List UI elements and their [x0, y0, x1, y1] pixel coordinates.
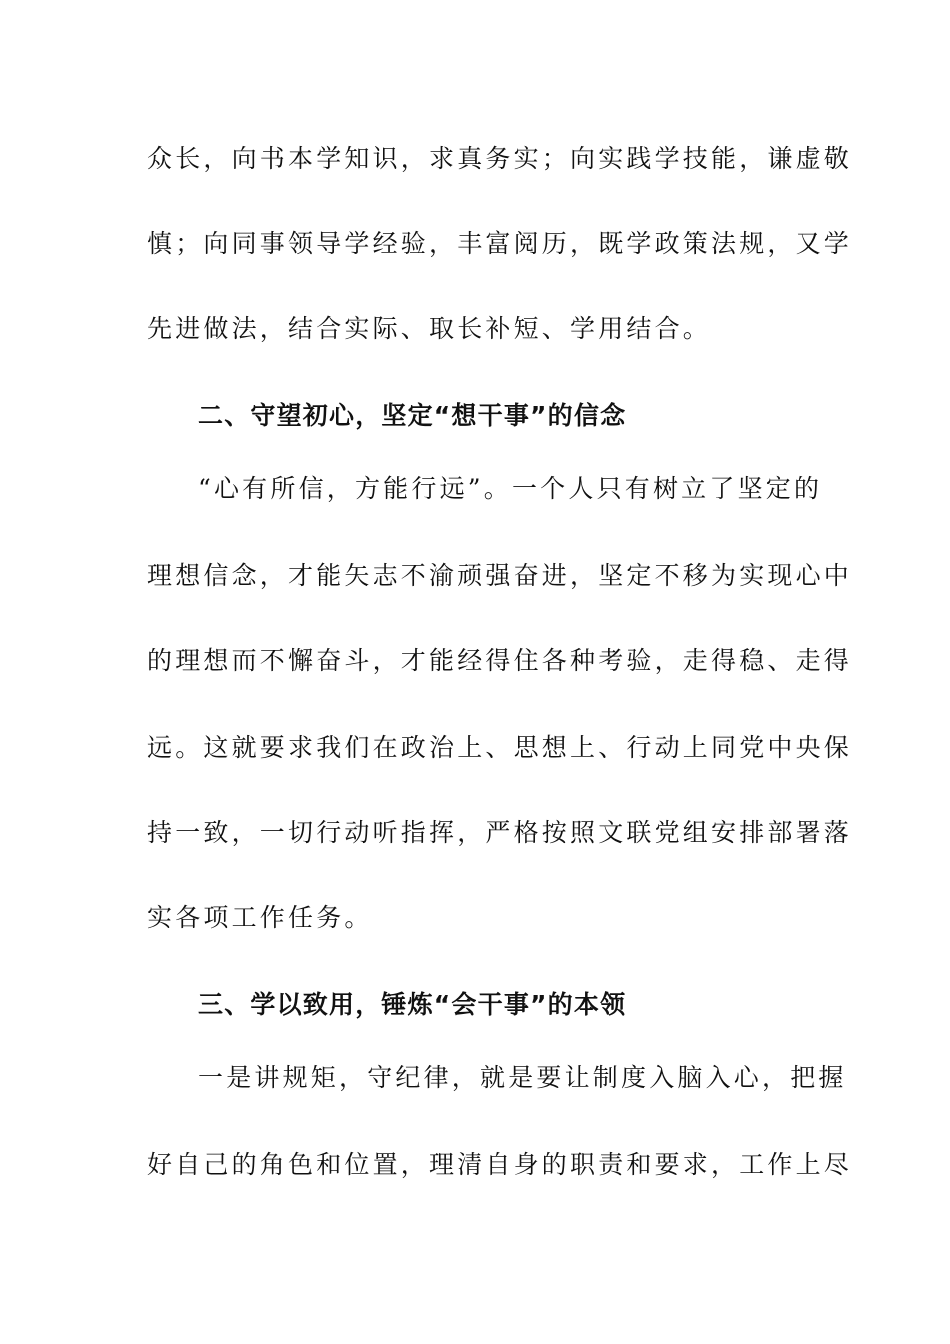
paragraph-1-line-1: 众长，向书本学知识，求真务实；向实践学技能，谦虚敬 — [147, 144, 853, 173]
paragraph-2-line-3: 的理想而不懈奋斗，才能经得住各种考验，走得稳、走得 — [147, 646, 853, 675]
paragraph-2-line-4: 远。这就要求我们在政治上、思想上、行动上同党中央保 — [147, 733, 853, 762]
paragraph-2-line-1: “心有所信，方能行远”。一个人只有树立了坚定的 — [198, 474, 823, 503]
section-heading-3: 三、学以致用，锤炼“会干事”的本领 — [198, 990, 627, 1019]
section-heading-2: 二、守望初心，坚定“想干事”的信念 — [198, 401, 627, 430]
paragraph-3-line-2: 好自己的角色和位置，理清自身的职责和要求，工作上尽 — [147, 1150, 853, 1179]
paragraph-1-line-2: 慎；向同事领导学经验，丰富阅历，既学政策法规，又学 — [147, 229, 853, 258]
paragraph-2-line-6: 实各项工作任务。 — [147, 903, 373, 932]
paragraph-3-line-1: 一是讲规矩，守纪律，就是要让制度入脑入心，把握 — [198, 1063, 847, 1092]
paragraph-1-line-3: 先进做法，结合实际、取长补短、学用结合。 — [147, 314, 712, 343]
paragraph-2-line-2: 理想信念，才能矢志不渝顽强奋进，坚定不移为实现心中 — [147, 561, 853, 590]
paragraph-2-line-5: 持一致，一切行动听指挥，严格按照文联党组安排部署落 — [147, 818, 853, 847]
